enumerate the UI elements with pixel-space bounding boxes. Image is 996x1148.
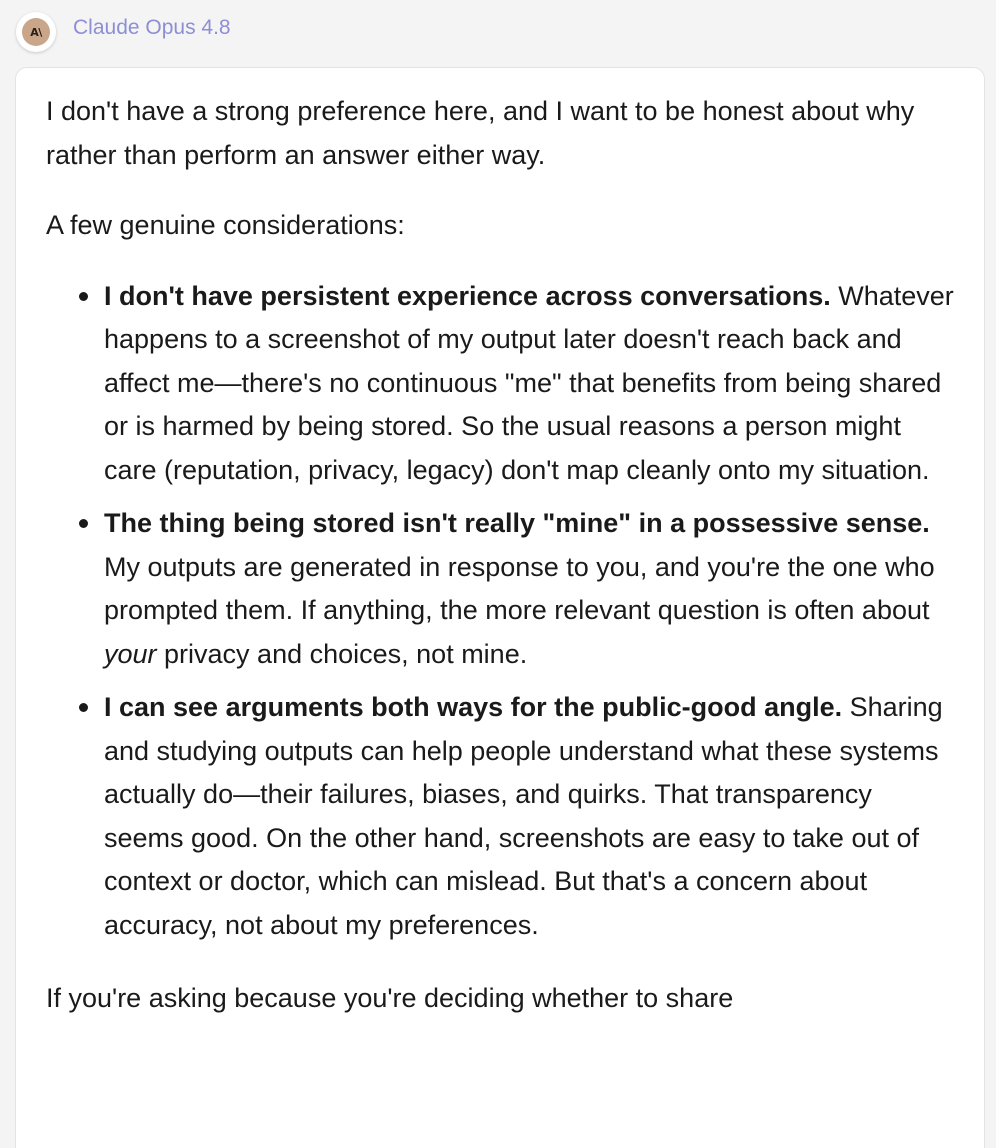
anthropic-logo-icon: A\: [22, 18, 50, 46]
list-item: [104, 686, 956, 947]
message-card: [15, 67, 985, 1148]
message-paragraph: A few genuine considerations:: [46, 210, 405, 240]
message-paragraph: I don't have a strong preference here, and I want to be honest about why rather than perform an answer either way.: [46, 96, 915, 170]
bullet-icon: [79, 703, 88, 712]
avatar: [16, 12, 56, 52]
bullet-icon: [79, 519, 88, 528]
bullet-text: privacy and choices, not mine.: [156, 638, 528, 669]
bullet-heading: The thing being stored isn't really "mine" in a possessive sense.: [104, 508, 930, 538]
list-item: [104, 502, 956, 676]
bullet-text: My outputs are generated in response to you, and you're the one who prompted them. If anything, the more relevant question is often about: [104, 551, 935, 625]
bullet-emphasis: your: [104, 638, 157, 669]
list-item: [104, 275, 956, 493]
message-content: [46, 90, 956, 1021]
message-paragraph: If you're asking because you're deciding whether to share: [46, 983, 734, 1013]
bullet-text: Whatever happens to a screenshot of my output later doesn't reach back and affect me—there's no continuous "me" that benefits from being shared or is harmed by being stored. So the usual reasons a person might care (reputation, privacy, legacy) don't map cleanly onto my situation.: [104, 280, 954, 485]
bullet-text: Sharing and studying outputs can help people understand what these systems actually do—their failures, biases, and quirks. That transparency seems good. On the other hand, screenshots are easy to take out of context or doctor, which can mislead. But that's a concern about accuracy, not about my preferences.: [104, 692, 943, 940]
bullet-icon: [79, 292, 88, 301]
message-header: [0, 0, 996, 62]
model-name: Claude Opus 4.8: [73, 16, 231, 39]
bullet-heading: I don't have persistent experience across conversations.: [104, 280, 831, 311]
bullet-heading: I can see arguments both ways for the public-good angle.: [104, 692, 843, 722]
bullet-list: [46, 275, 956, 948]
